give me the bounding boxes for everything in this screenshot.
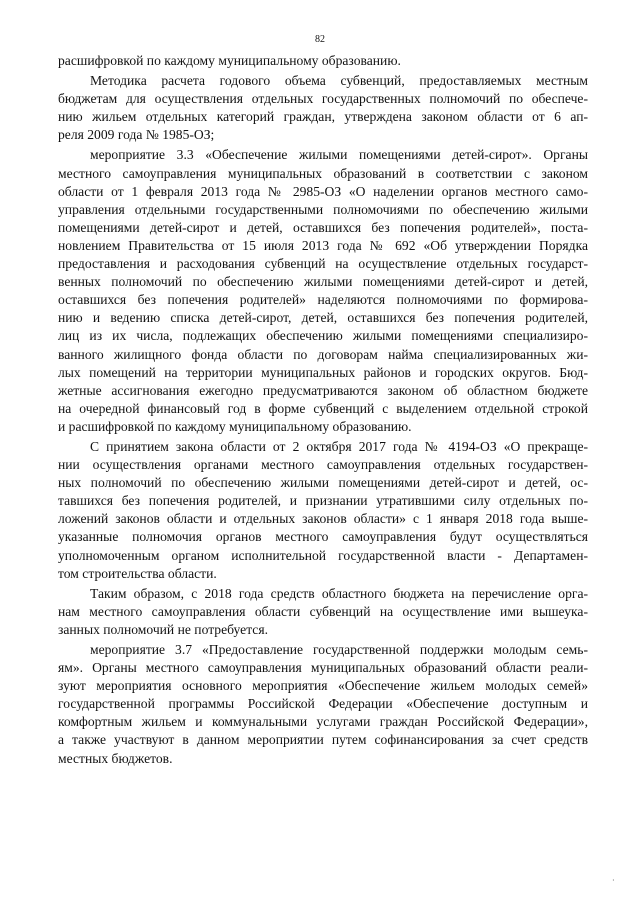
text-line: расшифровкой по каждому муниципальному образованию. [58, 53, 401, 68]
text-line: жетные ассигнования ежегодно предусматриваются законом об областном бюджете [58, 382, 588, 398]
text-line: нию и ведению списка детей-сирот, детей, оставшихся без попечения родителей, [58, 310, 588, 326]
text-line: местного самоуправления муниципальных образований в соответствии с законом [58, 165, 588, 181]
paragraph [58, 641, 588, 768]
text-line: указанные полномочия органов местного самоуправления будут осуществляться [58, 529, 588, 545]
text-line: занных полномочий не потребуется. [58, 621, 268, 637]
text-line: и расшифровкой по каждому муниципальному образованию. [58, 418, 412, 434]
scan-edge-mark: · [612, 876, 615, 885]
text-line: мероприятие 3.3 «Обеспечение жилыми помещениями детей-сирот». Органы [90, 147, 588, 163]
text-line: нам местного самоуправления области субвенций на осуществление ими вышеука- [58, 603, 588, 619]
text-line: мероприятие 3.7 «Предоставление государственной поддержки молодым семь- [90, 642, 588, 657]
paragraph [58, 585, 588, 639]
text-line: венных полномочий по обеспечению жилыми помещениями детей-сирот и детей, [58, 274, 588, 290]
text-line: уполномоченным органом исполнительной государственной власти - Департамен- [58, 547, 588, 563]
text-line: ных полномочий по обеспечению жилыми помещениями детей-сирот и детей, ос- [58, 475, 588, 491]
text-line: том строительства области. [58, 565, 217, 581]
text-line: местных бюджетов. [58, 750, 173, 766]
document-body [58, 52, 588, 770]
paragraph [58, 72, 588, 144]
text-line: комфортным жильем и коммунальными услугами граждан Российской Федерации», [58, 714, 588, 730]
paragraph [58, 52, 588, 70]
paragraph [58, 438, 588, 583]
text-line: ложений законов области и отдельных законов области» с 1 января 2018 года выше- [58, 511, 588, 527]
text-line: С принятием закона области от 2 октября 2017 года № 4194-ОЗ «О прекраще- [90, 438, 588, 454]
text-line: ванного жилищного фонда области по договорам найма специализированных жи- [58, 346, 588, 362]
text-line: нию жильем отдельных категорий граждан, утверждена законом области от 6 ап- [58, 109, 588, 125]
text-line: государственной программы Российской Федерации «Обеспечение доступным и [58, 696, 588, 712]
text-line: лиц из их числа, подлежащих обеспечению жилыми помещениями специализиро- [58, 328, 588, 344]
text-line: управления отдельными государственными полномочиями по обеспечению жилыми [58, 201, 588, 217]
text-line: тавшихся без попечения родителей, и признании утратившими силу отдельных по- [58, 493, 588, 509]
paragraph [58, 146, 588, 436]
text-line: нии осуществления органами местного самоуправления отдельных государствен- [58, 457, 588, 473]
text-line: Таким образом, с 2018 года средств областного бюджета на перечисление орга- [90, 585, 588, 601]
text-line: новлением Правительства от 15 июля 2013 года № 692 «Об утверждении Порядка [58, 237, 588, 253]
text-line: области от 1 февраля 2013 года № 2985-ОЗ «О наделении органов местного само- [58, 183, 588, 199]
text-line: зуют мероприятия основного мероприятия «Обеспечение жильем молодых семей» [58, 678, 588, 694]
text-line: ям». Органы местного самоуправления муниципальных образований области реали- [58, 660, 588, 676]
text-line: помещениями детей-сирот и детей, оставшихся без попечения родителей», поста- [58, 219, 588, 235]
text-line: а также участвуют в данном мероприятии путем софинансирования за счет средств [58, 732, 588, 748]
text-line: лых помещений на территории муниципальных районов и городских округов. Бюд- [58, 364, 588, 380]
text-line: оставшихся без попечения родителей» наделяются полномочиями по формирова- [58, 292, 588, 308]
text-line: предоставления и расходования субвенций на осуществление отдельных государст- [58, 256, 588, 272]
text-line: Методика расчета годового объема субвенций, предоставляемых местным [90, 73, 588, 89]
text-line: реля 2009 года № 1985-ОЗ; [58, 127, 215, 143]
page-number: 82 [315, 34, 325, 45]
text-line: бюджетам для осуществления отдельных государственных полномочий по обеспече- [58, 91, 588, 107]
text-line: на очередной финансовый год в форме субвенций с выделением отдельной строкой [58, 400, 588, 416]
